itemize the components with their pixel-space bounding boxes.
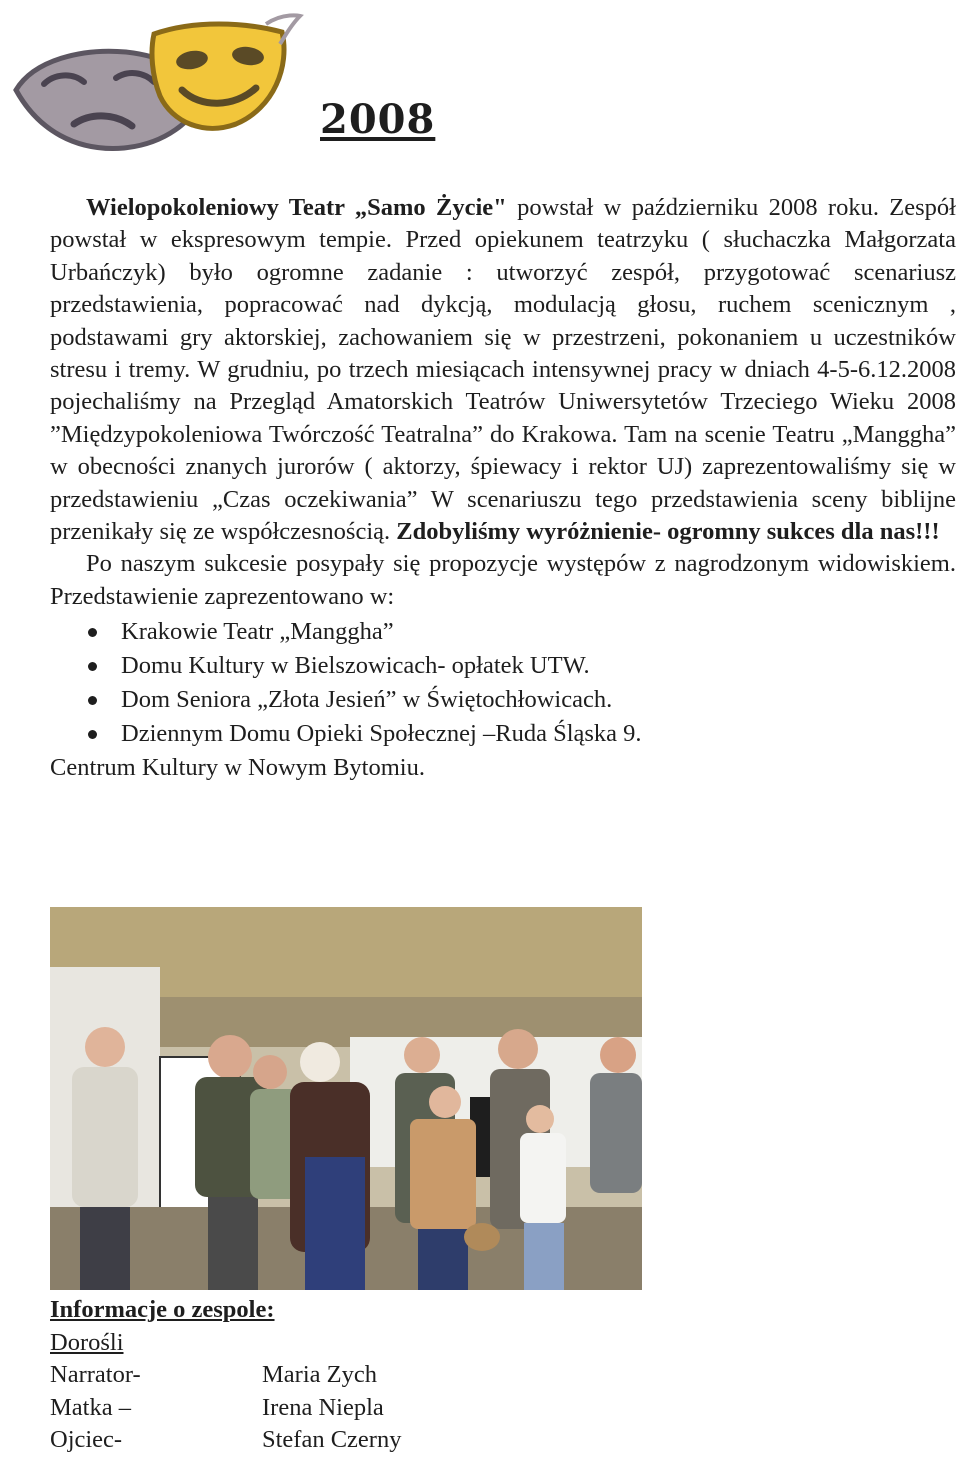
award-text: Zdobyliśmy wyróżnienie- ogromny sukces dla nas!!! [396, 518, 940, 546]
paragraph-intro [50, 192, 956, 548]
cast-row [50, 1424, 401, 1457]
cast-role: Ojciec- [50, 1426, 123, 1453]
list-item: Dziennym Domu Opieki Społecznej –Ruda Śląska 9. [50, 717, 956, 751]
performance-list [50, 615, 956, 751]
paragraph-performances: Po naszym sukcesie posypały się propozycje występów z nagrodzonym widowiskiem. Przedstawienie zaprezentowano w: [50, 550, 956, 610]
team-info-title: Informacje o zespole: [50, 1296, 275, 1323]
theater-masks-icon [4, 4, 304, 154]
last-venue: Centrum Kultury w Nowym Bytomiu. [50, 754, 425, 782]
stage-photo [50, 907, 642, 1290]
cast-role: Matka – [50, 1393, 131, 1421]
cast-row [50, 1359, 401, 1392]
cast-name: Stefan Czerny [262, 1426, 402, 1453]
list-item: Dom Seniora „Złota Jesień” w Świętochłowicach. [50, 683, 956, 717]
cast-role: Narrator- [50, 1361, 141, 1388]
cast-row [50, 1392, 401, 1425]
team-info-subtitle: Dorośli [50, 1328, 124, 1356]
main-text [50, 192, 956, 785]
page-title: 2008 [320, 96, 436, 143]
intro-text: powstał w październiku 2008 roku. Zespół powstał w ekspresowym tempie. Przed opiekunem teatrzyku ( słuchaczka Małgorzata Urbańczyk) było ogromne zadanie : utworzyć zespół, przygotować scenariusz przedstawienia, popracować nad dykcją, modulacją głosu, ruchem scenicznym , podstawami gry aktorskiej, zachowaniem się w przestrzeni, pokonaniem u uczestników stresu i tremy. W grudniu, po trzech miesiącach intensywnej pracy w dniach 4-5-6.12.2008 pojechaliśmy na Przegląd Amatorskich Teatrów Uniwersytetów Trzeciego Wieku 2008 ”Międzypokoleniowa Twórczość Teatralna” do Krakowa. Tam na scenie Teatru „Manggha” w obecności znanych jurorów ( aktorzy, śpiewacy i rektor UJ) zaprezentowaliśmy się w przedstawieniu „Czas oczekiwania” W scenariuszu tego przedstawienia sceny biblijne przenikały się ze współczesnością. [50, 194, 956, 546]
cast-name: Maria Zych [262, 1361, 377, 1388]
list-item: Domu Kultury w Bielszowicach- opłatek UTW. [50, 649, 956, 683]
team-name: Wielopokoleniowy Teatr „Samo Życie" [86, 194, 507, 221]
cast-name: Irena Niepla [262, 1393, 384, 1421]
list-item: Krakowie Teatr „Manggha” [50, 615, 956, 649]
team-info [50, 1294, 401, 1457]
